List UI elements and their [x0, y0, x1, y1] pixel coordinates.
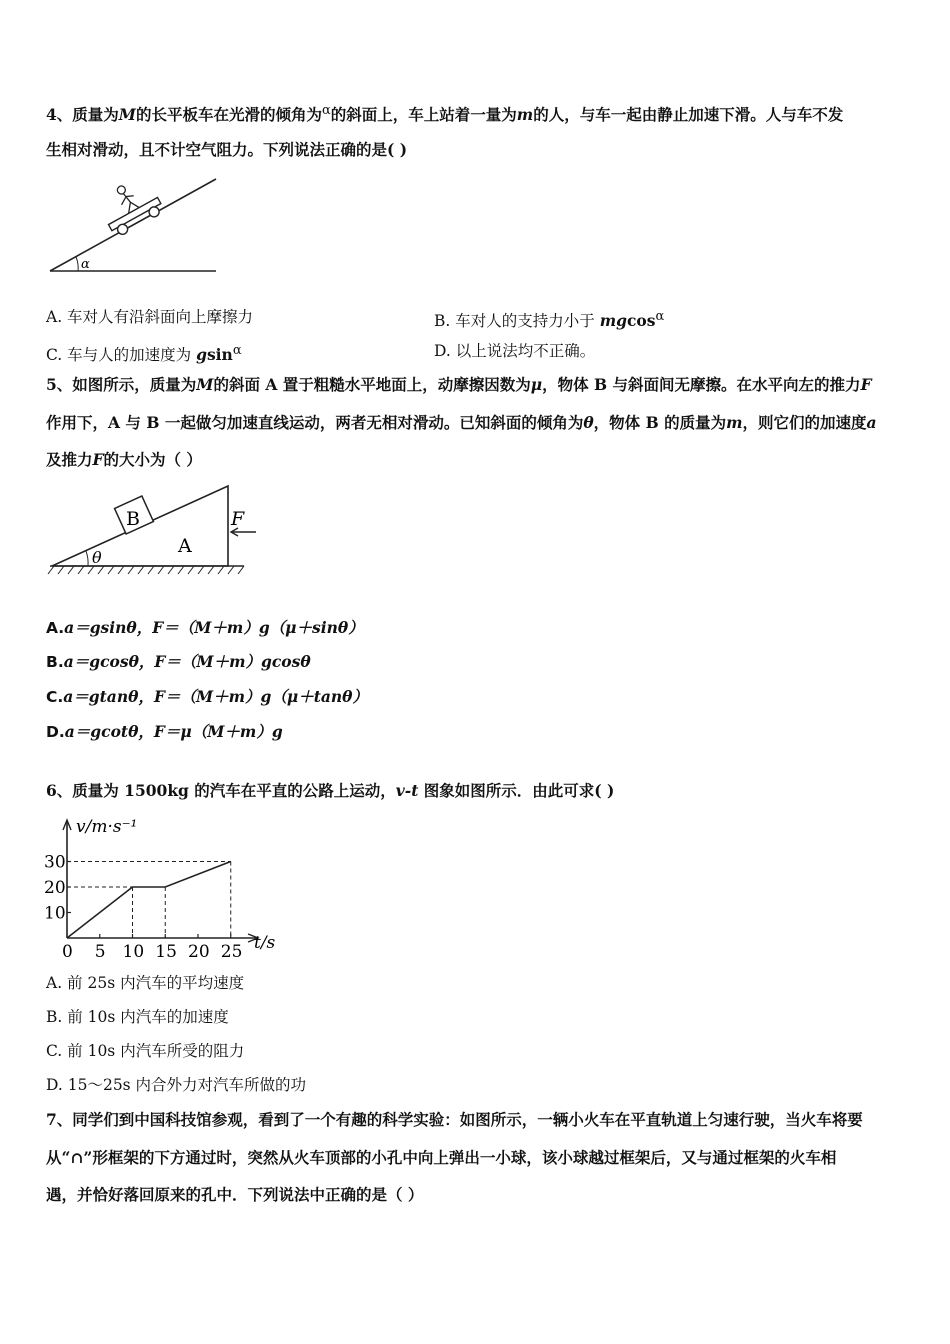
y-tick-label: 20: [44, 878, 66, 898]
q4-figure-alpha: α: [81, 257, 90, 272]
q4-stem-line2: 生相对滑动，且不计空气阻力。下列说法正确的是( ): [46, 140, 408, 159]
x-tick-label: 15: [155, 942, 177, 962]
q5-wedge-figure: [48, 480, 263, 580]
q7-stem-line3: 遇，并恰好落回原来的孔中．下列说法中正确的是（ ）: [46, 1185, 424, 1204]
velocity-series-line: [67, 862, 231, 939]
q5-option-c[interactable]: C.a＝gtanθ，F＝（M＋m）g（μ＋tanθ）: [46, 687, 369, 706]
q4-option-b[interactable]: B. 车对人的支持力小于 mgcos$^\alpha$: [434, 309, 665, 331]
y-tick-label: 30: [44, 852, 66, 873]
q6-stem: 6、质量为 1500kg 的汽车在平直的公路上运动，v-t 图象如图所示．由此可求( ): [46, 781, 615, 800]
x-tick-label: 25: [220, 942, 243, 962]
q5-option-a[interactable]: A.a＝gsinθ，F＝（M＋m）g（μ＋sinθ）: [46, 618, 364, 637]
q4-option-a[interactable]: A. 车对人有沿斜面向上摩擦力: [46, 308, 254, 326]
q5-stem-line1: 5、如图所示，质量为M的斜面 A 置于粗糙水平地面上，动摩擦因数为μ，物体 B 与斜面间无摩擦。在水平向左的推力F: [46, 375, 872, 394]
x-tick-label: 5: [94, 942, 106, 962]
q4-option-d[interactable]: D. 以上说法均不正确。: [434, 342, 596, 360]
q4-incline-figure: [48, 175, 218, 275]
q7-stem-line1: 7、同学们到中国科技馆参观，看到了一个有趣的科学实验：如图所示，一辆小火车在平直轨道上匀速行驶，当火车将要: [46, 1110, 863, 1129]
q4-stem-line1: 4、质量为M的长平板车在光滑的倾角为$^\alpha$的斜面上，车上站着一量为m的人，与车一起由静止加速下滑。人与车不发: [46, 103, 844, 125]
q4-option-c[interactable]: C. 车与人的加速度为 gsin$^\alpha$: [46, 343, 242, 365]
q5-figure-label-b: B: [126, 508, 140, 530]
q6-option-d[interactable]: D. 15～25s 内合外力对汽车所做的功: [46, 1076, 307, 1094]
q5-figure-label-a: A: [178, 535, 192, 557]
y-tick-label: 10: [44, 903, 66, 924]
q6-option-c[interactable]: C. 前 10s 内汽车所受的阻力: [46, 1042, 245, 1060]
q6-option-a[interactable]: A. 前 25s 内汽车的平均速度: [46, 974, 245, 992]
q5-figure-theta: θ: [92, 548, 102, 567]
q5-stem-line3: 及推力F的大小为（ ）: [46, 450, 202, 469]
q5-option-d[interactable]: D.a＝gcotθ，F＝μ（M＋m）g: [46, 722, 283, 741]
q7-stem-line2: 从“∩”形框架的下方通过时，突然从火车顶部的小孔中向上弹出一小球，该小球越过框架后，又与通过框架的火车相: [46, 1148, 837, 1167]
q6-vt-chart: [42, 812, 282, 962]
x-tick-label: 10: [122, 942, 145, 962]
x-tick-label: 0: [62, 942, 73, 962]
y-axis-label: v/m·s⁻¹: [76, 817, 138, 837]
x-tick-label: 20: [188, 942, 210, 962]
q5-stem-line2: 作用下，A 与 B 一起做匀加速直线运动，两者无相对滑动。已知斜面的倾角为θ，物体 B 的质量为m，则它们的加速度a: [46, 413, 877, 432]
q5-figure-label-f: F: [231, 508, 245, 530]
q5-option-b[interactable]: B.a＝gcosθ，F＝（M＋m）gcosθ: [46, 652, 311, 671]
x-axis-label: t/s: [254, 933, 276, 953]
q6-option-b[interactable]: B. 前 10s 内汽车的加速度: [46, 1008, 229, 1026]
